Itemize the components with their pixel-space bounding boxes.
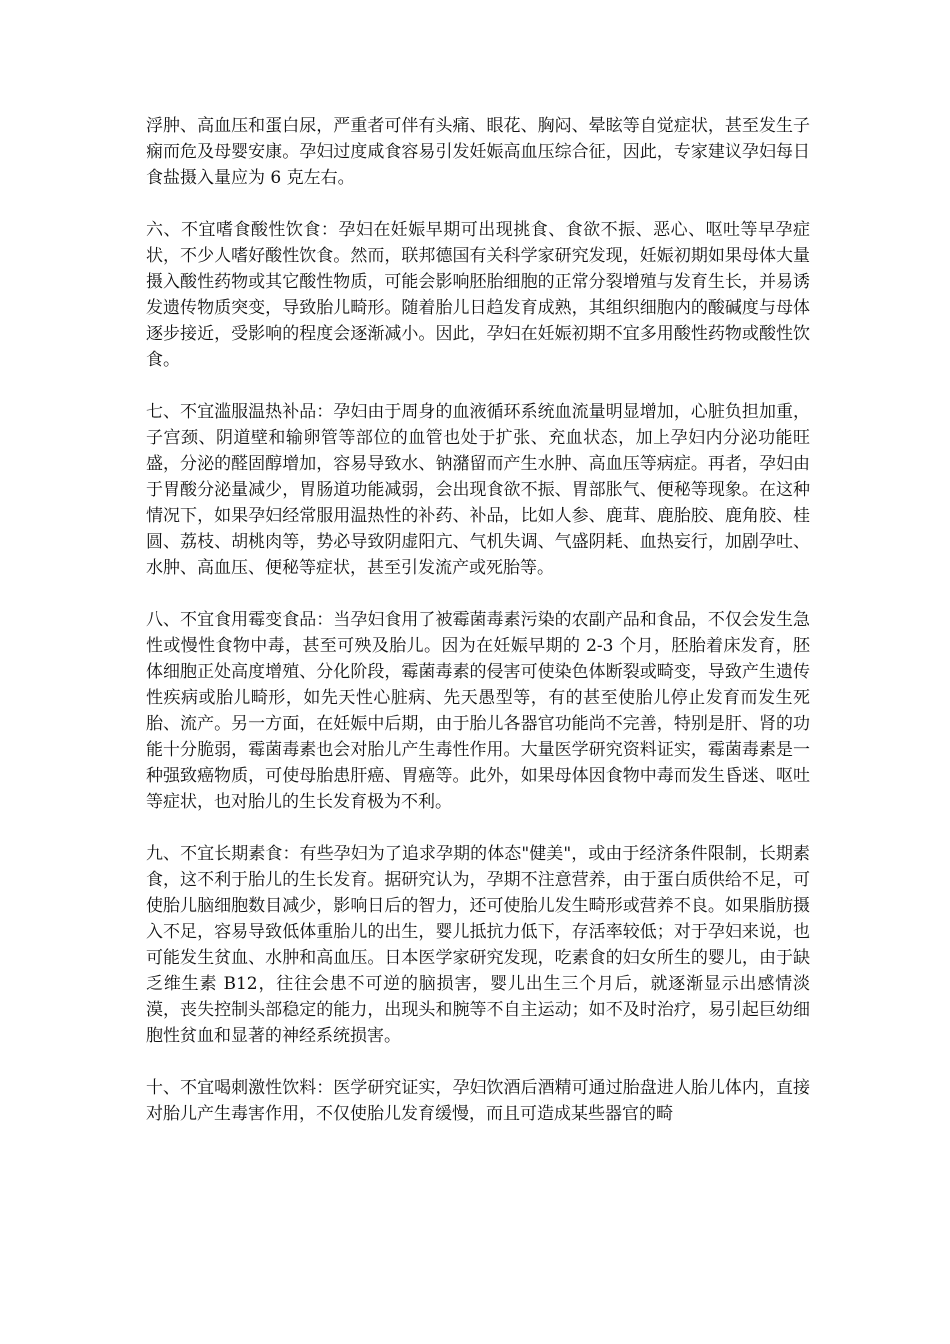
paragraph-moldy-food: 八、不宜食用霉变食品：当孕妇食用了被霉菌毒素污染的农副产品和食品，不仅会发生急性或慢性食物中毒，甚至可殃及胎儿。因为在妊娠早期的 2-3 个月，胚胎着床发育，胚体细胞正处高度增殖、分化阶段，霉菌毒素的侵害可使染色体断裂或畸变，导致产生遗传性疾病或胎儿畸形，如先天性心脏病、先天愚型等，有的甚至使胎儿停止发育而发生死胎、流产。另一方面，在妊娠中后期，由于胎儿各器官功能尚不完善，特别是肝、肾的功能十分脆弱，霉菌毒素也会对胎儿产生毒性作用。大量医学研究资料证实，霉菌毒素是一种强致癌物质，可使母胎患肝癌、胃癌等。此外，如果母体因食物中毒而发生昏迷、呕吐等症状，也对胎儿的生长发育极为不利。 <box>146 610 810 812</box>
paragraph-salt-intake: 浮肿、高血压和蛋白尿，严重者可伴有头痛、眼花、胸闷、晕眩等自觉症状，甚至发生子痫而危及母婴安康。孕妇过度咸食容易引发妊娠高血压综合征，因此，专家建议孕妇每日食盐摄入量应为 6 克左右。 <box>146 116 810 188</box>
paragraph-warm-tonics: 七、不宜滥服温热补品：孕妇由于周身的血液循环系统血流量明显增加，心脏负担加重，子宫颈、阴道壁和输卵管等部位的血管也处于扩张、充血状态，加上孕妇内分泌功能旺盛，分泌的醛固醇增加，容易导致水、钠潴留而产生水肿、高血压等病症。再者，孕妇由于胃酸分泌量减少，胃肠道功能减弱，会出现食欲不振、胃部胀气、便秘等现象。在这种情况下，如果孕妇经常服用温热性的补药、补品，比如人参、鹿茸、鹿胎胶、鹿角胶、桂圆、荔枝、胡桃肉等，势必导致阴虚阳亢、气机失调、气盛阴耗、血热妄行，加剧孕吐、水肿、高血压、便秘等症状，甚至引发流产或死胎等。 <box>146 402 810 578</box>
paragraph-stimulant-drinks: 十、不宜喝刺激性饮料：医学研究证实，孕妇饮酒后酒精可通过胎盘进人胎儿体内，直接对胎儿产生毒害作用，不仅使胎儿发育缓慢，而且可造成某些器官的畸 <box>146 1078 810 1124</box>
paragraph-acidic-food: 六、不宜嗜食酸性饮食：孕妇在妊娠早期可出现挑食、食欲不振、恶心、呕吐等早孕症状，不少人嗜好酸性饮食。然而，联邦德国有关科学家研究发现，妊娠初期如果母体大量摄入酸性药物或其它酸性物质，可能会影响胚胎细胞的正常分裂增殖与发育生长，并易诱发遗传物质突变，导致胎儿畸形。随着胎儿日趋发育成熟，其组织细胞内的酸碱度与母体逐步接近，受影响的程度会逐渐减小。因此，孕妇在妊娠初期不宜多用酸性药物或酸性饮食。 <box>146 220 810 370</box>
paragraph-vegetarian-diet: 九、不宜长期素食：有些孕妇为了追求孕期的体态"健美"，或由于经济条件限制，长期素食，这不利于胎儿的生长发育。据研究认为，孕期不注意营养，由于蛋白质供给不足，可使胎儿脑细胞数目减少，影响日后的智力，还可使胎儿发生畸形或营养不良。如果脂肪摄入不足，容易导致低体重胎儿的出生，婴儿抵抗力低下，存活率较低；对于孕妇来说，也可能发生贫血、水肿和高血压。日本医学家研究发现，吃素食的妇女所生的婴儿，由于缺乏维生素 B12，往往会患不可逆的脑损害，婴儿出生三个月后，就逐渐显示出感情淡漠，丧失控制头部稳定的能力，出现头和腕等不自主运动；如不及时治疗，易引起巨幼细胞性贫血和显著的神经系统损害。 <box>146 844 810 1046</box>
document-body <box>146 113 810 1127</box>
